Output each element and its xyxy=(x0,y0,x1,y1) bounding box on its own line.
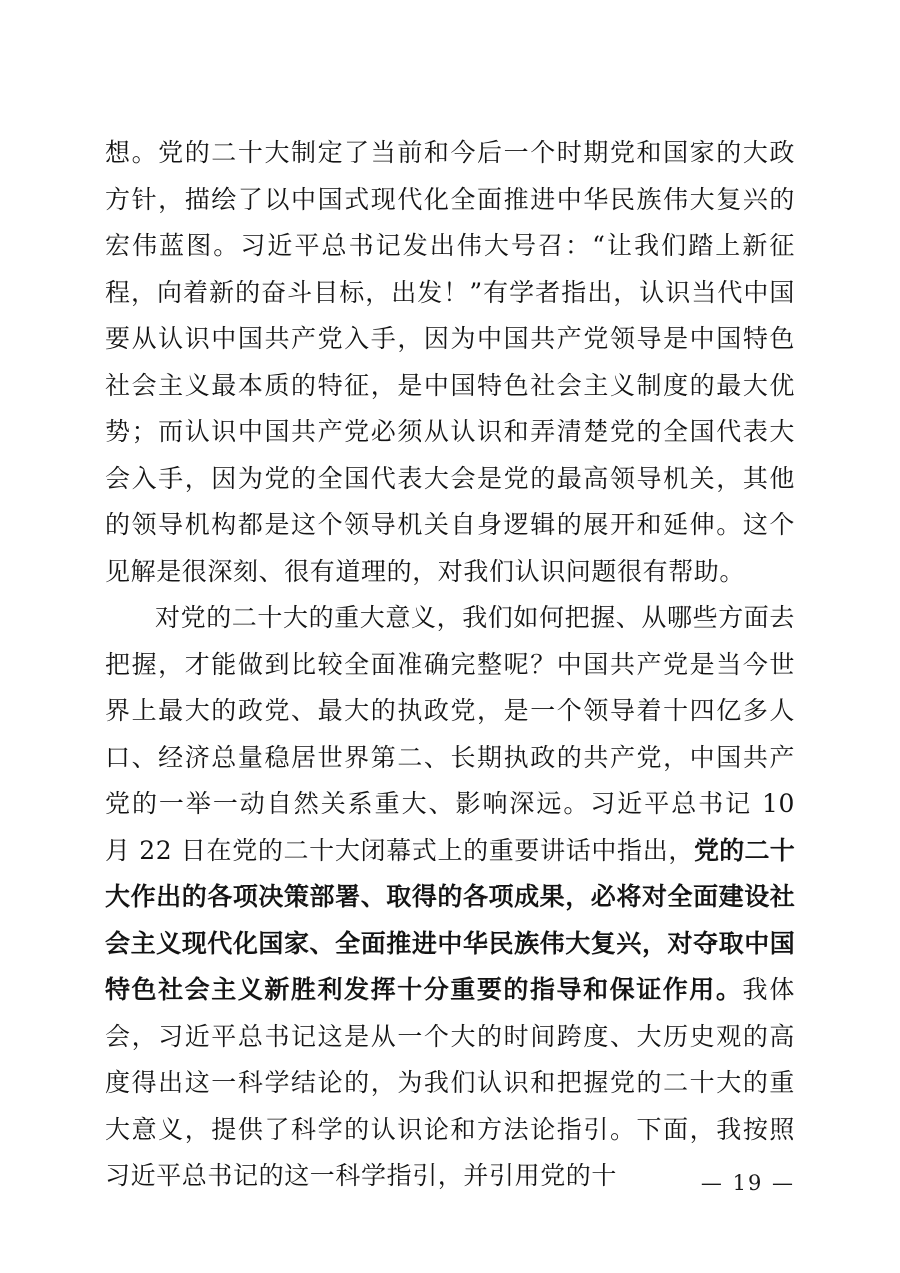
page-body xyxy=(105,130,795,1200)
paragraph-2 xyxy=(105,595,795,1200)
paragraph-1 xyxy=(105,130,795,595)
paragraph-2-run-2-emphasis: 党的二十大作出的各项决策部署、取得的各项成果，必将对全面建设社会主义现代化国家、全面推进中华民族伟大复兴，对夺取中国特色社会主义新胜利发挥十分重要的指导和保证作用。 xyxy=(105,835,795,1004)
paragraph-1-run-1: 想。党的二十大制定了当前和今后一个时期党和国家的大政方针，描绘了以中国式现代化全面推进中华民族伟大复兴的宏伟蓝图。习近平总书记发出伟大号召：“让我们踏上新征程，向着新的奋斗目标，出发！”有学者指出，认识当代中国要从认识中国共产党入手，因为中国共产党领导是中国特色社会主义最本质的特征，是中国特色社会主义制度的最大优势；而认识中国共产党必须从认识和弄清楚党的全国代表大会入手，因为党的全国代表大会是党的最高领导机关，其他的领导机构都是这个领导机关自身逻辑的展开和延伸。这个见解是很深刻、很有道理的，对我们认识问题很有帮助。 xyxy=(105,138,795,586)
page-number: — 19 — xyxy=(700,1171,795,1195)
paragraph-2-run-1: 对党的二十大的重大意义，我们如何把握、从哪些方面去把握，才能做到比较全面准确完整呢？中国共产党是当今世界上最大的政党、最大的执政党，是一个领导着十四亿多人口、经济总量稳居世界第二、长期执政的共产党，中国共产党的一举一动自然关系重大、影响深远。习近平总书记 10 月 22 日在党的二十大闭幕式上的重要讲话中指出， xyxy=(105,603,796,865)
paragraph-2-run-3: 我体会，习近平总书记这是从一个大的时间跨度、大历史观的高度得出这一科学结论的，为我们认识和把握党的二十大的重大意义，提供了科学的认识论和方法论指引。下面，我按照习近平总书记的这一科学指引，并引用党的十 xyxy=(105,975,795,1190)
